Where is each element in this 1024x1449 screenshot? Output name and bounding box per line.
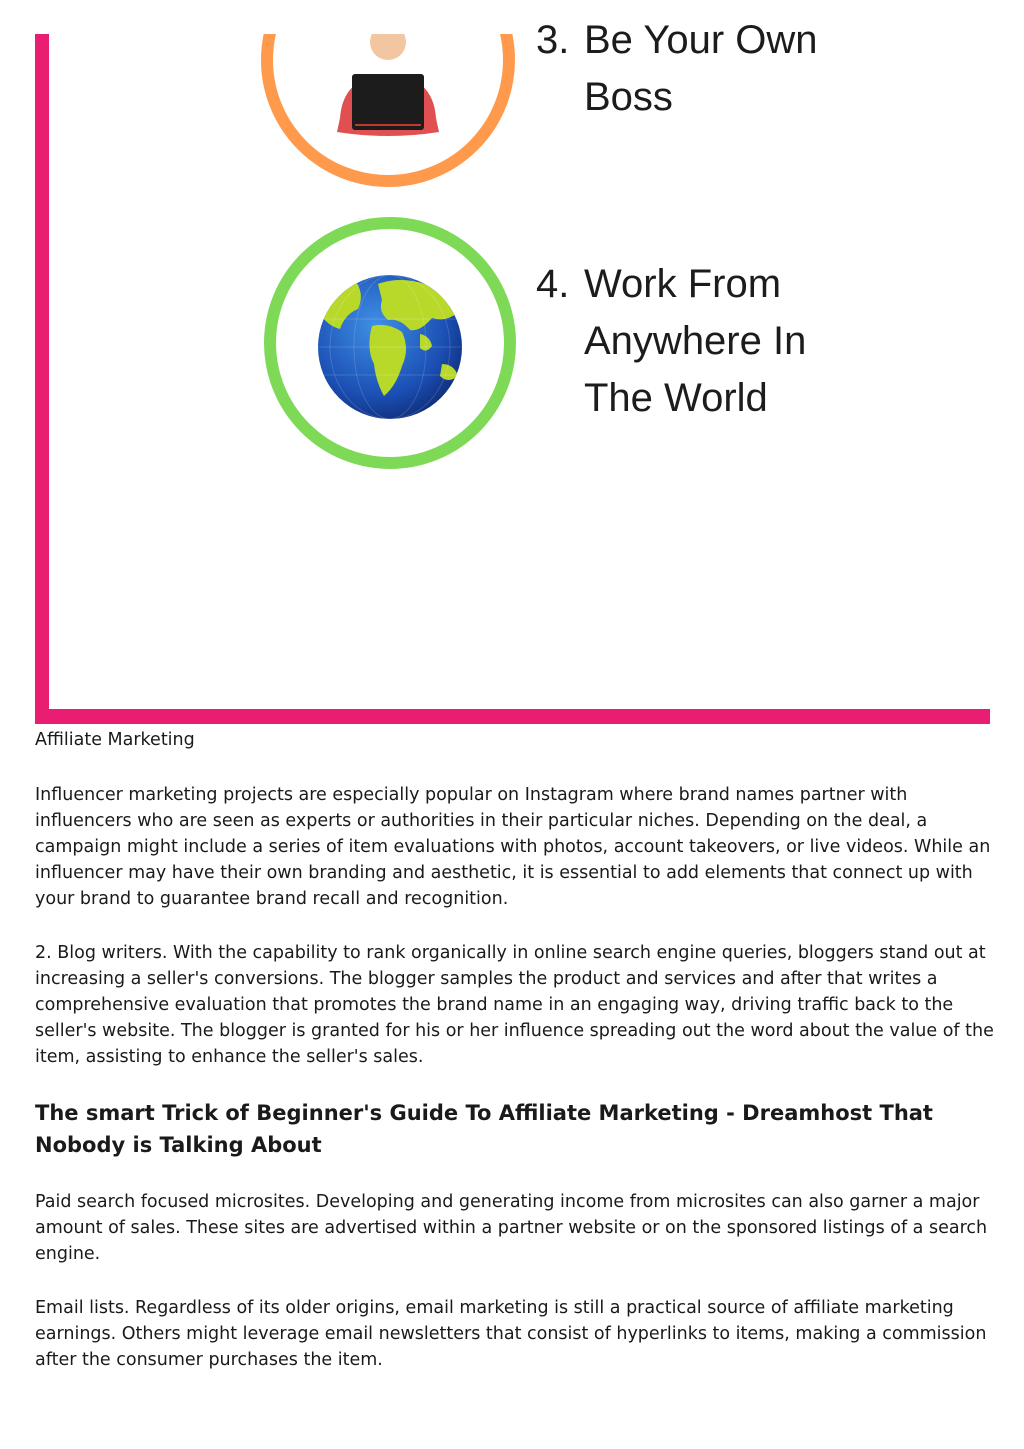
item-number: 4. (536, 262, 570, 306)
section-heading: The smart Trick of Beginner's Guide To Affiliate Marketing - Dreamhost That Nobody is Talking About (35, 1101, 933, 1157)
paragraph-email-lists: Email lists. Regardless of its older origins, email marketing is still a practical source of affiliate marketing earnings. Others might leverage email newsletters that consist of hyperlinks to items, making a commission after the consumer purchases the item. (35, 1298, 987, 1370)
item-number: 3. (536, 18, 570, 62)
image-caption: Affiliate Marketing (35, 730, 195, 750)
item-line: The World (584, 376, 768, 420)
paragraph-microsites: Paid search focused microsites. Developing and generating income from microsites can also garner a major amount of sales. These sites are advertised within a partner website or on the sponsored listings of a search engine. (35, 1192, 988, 1264)
frame-bottom-border (35, 709, 990, 724)
infographic (35, 18, 990, 724)
item-3-text (536, 12, 818, 126)
globe-icon (260, 214, 520, 474)
paragraph-influencer: Influencer marketing projects are especially popular on Instagram where brand names partner with influencers who are seen as experts or authorities in their particular niches. Depending on the deal, a campaign might include a series of item evaluations with photos, account takeovers, or live videos. While an influencer may have their own branding and aesthetic, it is essential to add elements that connect up with your brand to guarantee brand recall and recognition. (35, 785, 991, 909)
item-line: Anywhere In (584, 319, 807, 363)
item-line: Be Your Own (584, 18, 818, 62)
person-laptop-icon (257, 0, 519, 190)
item-line: Boss (584, 75, 673, 119)
item-line: Work From (584, 262, 782, 306)
frame-left-border (35, 34, 49, 724)
item-4-text (536, 256, 806, 427)
paragraph-bloggers: 2. Blog writers. With the capability to rank organically in online search engine queries, bloggers stand out at increasing a seller's conversions. The blogger samples the product and services and after that writes a comprehensive evaluation that promotes the brand name in an engaging way, driving traffic back to the seller's website. The blogger is granted for his or her influence spreading out the word about the value of the item, assisting to enhance the seller's sales. (35, 943, 994, 1067)
